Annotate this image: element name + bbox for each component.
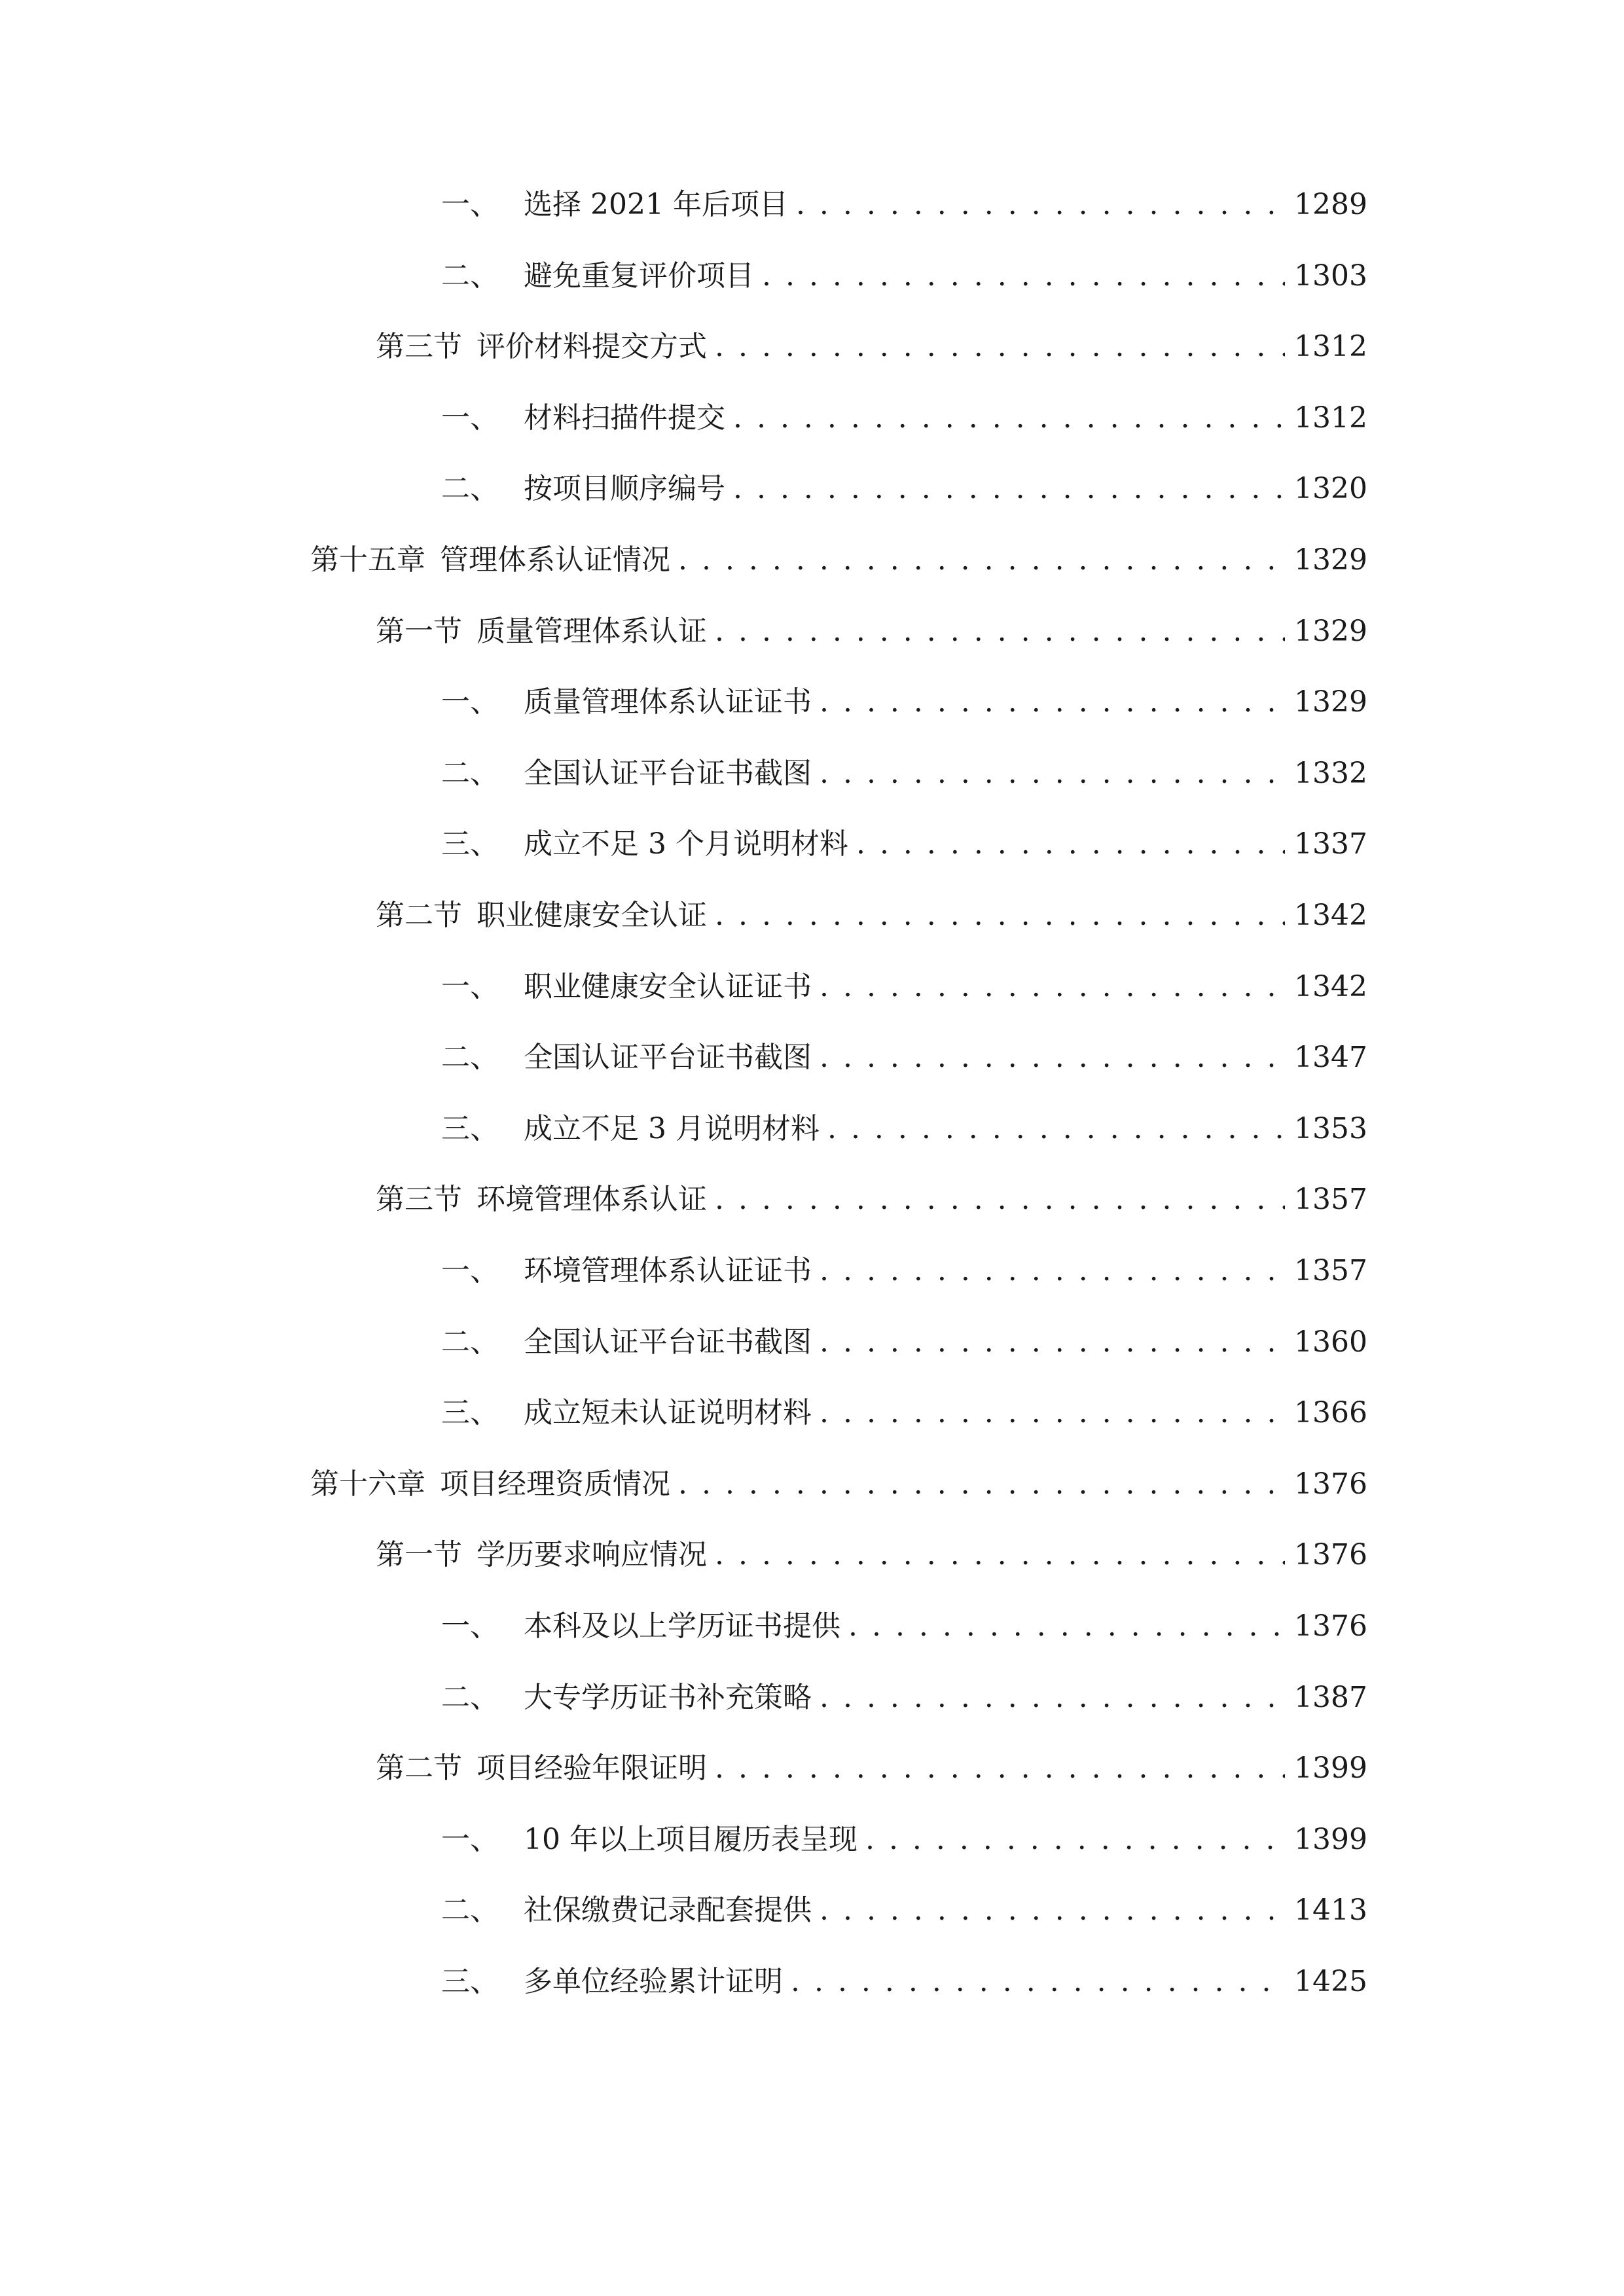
toc-entry-page-number: 1376 [1294,1609,1367,1643]
toc-dot-leader [820,676,1285,728]
toc-dot-leader [715,1742,1285,1795]
toc-entry[interactable] [376,1742,1367,1795]
toc-entry[interactable] [441,250,1367,302]
toc-dot-leader [715,889,1285,942]
toc-entry[interactable] [376,1529,1367,1581]
toc-entry-title: 成立不足 3 月说明材料 [524,1112,820,1145]
toc-entry-number: 一、 [441,1823,499,1856]
toc-entry-page-number: 1376 [1294,1467,1367,1501]
toc-dot-leader [678,1458,1285,1511]
toc-entry-title: 材料扫描件提交 [524,401,725,435]
toc-entry[interactable] [310,534,1367,586]
toc-entry[interactable] [441,1031,1367,1084]
toc-entry-title: 环境管理体系认证证书 [524,1254,812,1287]
toc-entry[interactable] [441,1814,1367,1866]
toc-entry-page-number: 1329 [1294,543,1367,577]
toc-entry-number: 第二节 [376,1751,462,1785]
toc-entry-number: 一、 [441,685,499,719]
toc-entry[interactable] [441,392,1367,444]
toc-entry-title: 全国认证平台证书截图 [524,1325,812,1359]
toc-entry-title: 职业健康安全认证 [477,899,707,932]
toc-dot-leader [820,747,1285,800]
toc-entry-number: 一、 [441,1254,499,1287]
toc-entry-title: 学历要求响应情况 [477,1538,707,1571]
toc-entry-title: 选择 2021 年后项目 [524,188,788,221]
toc-entry-number: 二、 [441,259,499,293]
toc-entry[interactable] [441,1103,1367,1155]
toc-entry[interactable] [441,961,1367,1013]
toc-entry-number: 第三节 [376,1183,462,1216]
toc-entry-page-number: 1357 [1294,1254,1367,1287]
toc-entry[interactable] [441,676,1367,728]
toc-entry-number: 第十六章 [310,1467,425,1501]
toc-dot-leader [820,1316,1285,1369]
toc-entry[interactable] [441,1245,1367,1297]
toc-entry-title: 管理体系认证情况 [440,543,670,577]
toc-entry-page-number: 1360 [1294,1325,1367,1359]
toc-entry-number: 三、 [441,1396,499,1429]
toc-entry-number: 二、 [441,1325,499,1359]
toc-entry[interactable] [441,1884,1367,1937]
toc-entry-title: 项目经理资质情况 [440,1467,670,1501]
toc-entry-title: 10 年以上项目履历表呈现 [524,1823,857,1856]
toc-entry-page-number: 1413 [1294,1893,1367,1927]
toc-entry-page-number: 1332 [1294,757,1367,790]
toc-entry-number: 一、 [441,1609,499,1643]
toc-entry-number: 二、 [441,1681,499,1714]
toc-dot-leader [820,1245,1285,1297]
toc-entry-number: 第二节 [376,899,462,932]
toc-entry-page-number: 1387 [1294,1681,1367,1714]
toc-dot-leader [762,250,1285,302]
toc-entry-page-number: 1303 [1294,259,1367,293]
toc-entry[interactable] [441,463,1367,515]
toc-entry-page-number: 1376 [1294,1538,1367,1571]
toc-entry-number: 第一节 [376,1538,462,1571]
toc-entry-title: 大专学历证书补充策略 [524,1681,812,1714]
toc-dot-leader [848,1600,1285,1653]
toc-entry-title: 质量管理体系认证 [477,615,707,648]
toc-entry-page-number: 1342 [1294,970,1367,1003]
toc-entry[interactable] [441,1600,1367,1653]
toc-entry-number: 一、 [441,970,499,1003]
toc-entry[interactable] [441,818,1367,870]
toc-entry-page-number: 1329 [1294,685,1367,719]
toc-entry-title: 成立短未认证说明材料 [524,1396,812,1429]
toc-entry-title: 职业健康安全认证证书 [524,970,812,1003]
toc-dot-leader [733,463,1285,515]
toc-dot-leader [715,1174,1285,1226]
toc-entry-number: 一、 [441,188,499,221]
toc-entry-title: 按项目顺序编号 [524,472,725,505]
toc-entry[interactable] [310,1458,1367,1511]
toc-entry[interactable] [441,1956,1367,2008]
toc-entry-title: 本科及以上学历证书提供 [524,1609,840,1643]
toc-entry-page-number: 1320 [1294,472,1367,505]
toc-entry-number: 二、 [441,1041,499,1074]
toc-entry-page-number: 1289 [1294,188,1367,221]
toc-entry-page-number: 1399 [1294,1751,1367,1785]
toc-entry-page-number: 1425 [1294,1965,1367,1998]
toc-entry-number: 二、 [441,757,499,790]
toc-dot-leader [791,1956,1285,2008]
toc-entry-title: 环境管理体系认证 [477,1183,707,1216]
toc-entry[interactable] [441,1316,1367,1369]
toc-entry-page-number: 1342 [1294,899,1367,932]
toc-entry-page-number: 1337 [1294,827,1367,861]
toc-entry-title: 项目经验年限证明 [477,1751,707,1785]
toc-entry-number: 三、 [441,827,499,861]
toc-entry[interactable] [376,1174,1367,1226]
toc-dot-leader [820,1672,1285,1724]
toc-entry-title: 评价材料提交方式 [477,330,707,363]
toc-entry-title: 全国认证平台证书截图 [524,757,812,790]
toc-entry-title: 避免重复评价项目 [524,259,754,293]
toc-entry-title: 社保缴费记录配套提供 [524,1893,812,1927]
toc-entry[interactable] [441,747,1367,800]
toc-entry-number: 第一节 [376,615,462,648]
toc-dot-leader [856,818,1285,870]
toc-dot-leader [820,1031,1285,1084]
toc-entry-number: 三、 [441,1112,499,1145]
toc-dot-leader [820,1387,1285,1439]
toc-dot-leader [715,321,1285,373]
toc-entry[interactable] [441,179,1367,231]
toc-entry-page-number: 1312 [1294,330,1367,363]
toc-entry[interactable] [376,889,1367,942]
toc-entry-title: 成立不足 3 个月说明材料 [524,827,848,861]
toc-dot-leader [715,1529,1285,1581]
toc-entry-page-number: 1366 [1294,1396,1367,1429]
toc-dot-leader [865,1814,1285,1866]
toc-entry-number: 二、 [441,472,499,505]
toc-entry-number: 第十五章 [310,543,425,577]
toc-entry-title: 质量管理体系认证证书 [524,685,812,719]
toc-dot-leader [827,1103,1285,1155]
toc-entry-page-number: 1353 [1294,1112,1367,1145]
toc-dot-leader [820,961,1285,1013]
toc-entry[interactable] [441,1672,1367,1724]
toc-entry-title: 多单位经验累计证明 [524,1965,783,1998]
toc-entry-number: 一、 [441,401,499,435]
toc-entry-number: 二、 [441,1893,499,1927]
toc-dot-leader [678,534,1285,586]
toc-dot-leader [715,605,1285,658]
toc-entry[interactable] [441,1387,1367,1439]
toc-entry-page-number: 1357 [1294,1183,1367,1216]
toc-entry-number: 三、 [441,1965,499,1998]
toc-dot-leader [820,1884,1285,1937]
toc-entry-page-number: 1347 [1294,1041,1367,1074]
toc-dot-leader [796,179,1285,231]
toc-entry-number: 第三节 [376,330,462,363]
toc-dot-leader [733,392,1285,444]
toc-entry-page-number: 1399 [1294,1823,1367,1856]
toc-entry[interactable] [376,321,1367,373]
toc-entry-page-number: 1312 [1294,401,1367,435]
toc-entry-page-number: 1329 [1294,615,1367,648]
toc-entry-title: 全国认证平台证书截图 [524,1041,812,1074]
toc-entry[interactable] [376,605,1367,658]
